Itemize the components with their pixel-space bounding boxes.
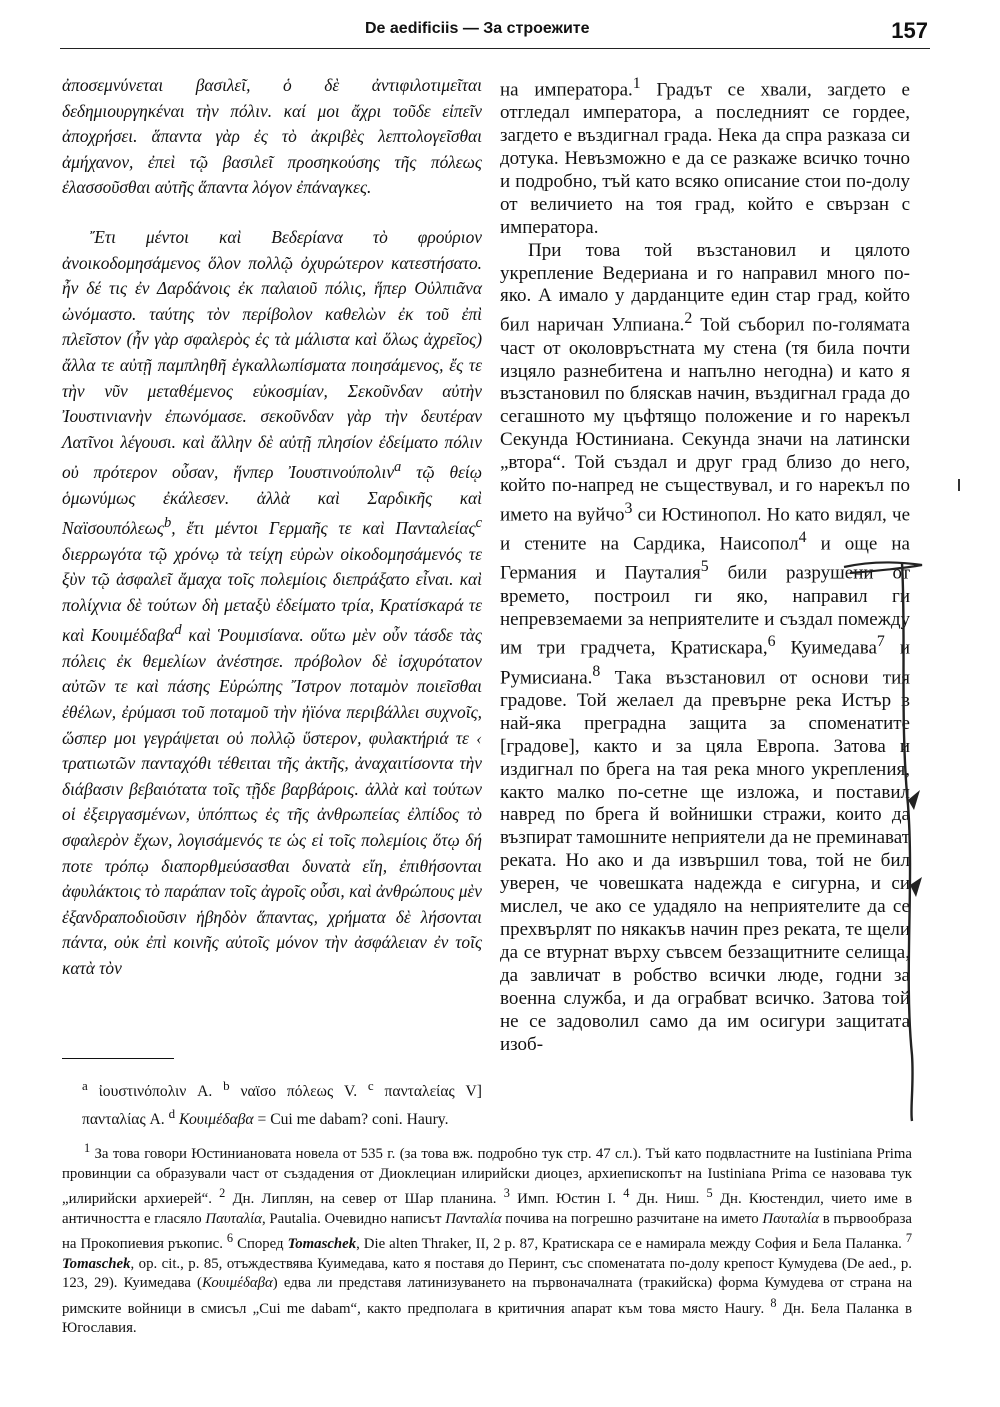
- running-title: De aedificiis — За строежите: [365, 20, 590, 37]
- greek-text-column: [62, 73, 482, 982]
- translation-paragraph-1: на императора.$^1$ Градът се хвали, загдето е отгледал императора, а последният се гордее, загдето е въздигнал града. Нека да спра разказа си дотука. Невъзможно е да се разкаже всичко точно и подробно, тъй като всяко описание стои по-долу от величието на тоя град, който е свързан с императора.: [500, 75, 910, 238]
- running-header: [60, 18, 930, 49]
- apparatus-text: $^a$ ἰουστινόπολιν A. $^b$ ναϊσο πόλεως V. $^c$ πανταλείας V] πανταλίας A. $^d$ Κουιμέδαβα = Cui me dabam? coni. Haury.: [82, 1078, 482, 1128]
- critical-apparatus: [82, 1075, 482, 1130]
- page-number: 157: [891, 18, 928, 43]
- margin-annotation-bracket: [840, 555, 950, 1125]
- margin-dot: [955, 478, 963, 492]
- footnotes: [62, 1139, 912, 1339]
- translation-paragraph-2: При това той възстановил и цялото укрепление Ведериана и го направил много по-яко. А имало у дарданците един стар град, който бил наричан Улпиана.$^2$ Той съборил по-голямата част от околовръстната му стена (тя била почти изцяло разнебитена и напълно негодна) и като я възстановил по бляскав начин, въздигнал града до сегашното му цъфтящо положение и го нарекъл Секунда Юстиниана. Секунда значи на латински „втора“. Той създал и друг град близо до него, който по-напред не съществувал, и го нарекъл по името на вуйчо$^3$ си Юстинопол. Но като видял, че и стените на Сардика, Наисопол$^4$ и още на Германия и Пауталия$^5$ били разрушени от времето, построил ги яко, направил ги непревземаеми за неприятелите и създал помежду им три градчета, Кратискара,$^6$ Куимедава$^7$ и Румисиана.$^8$ Така възстановил от основи тия градове. Той желаел да превърне река Истър в най-яка преградна защита за споменатите [градове], както и за цяла Европа. Затова и издигнал по брега на тая река много укрепления, както малко по-сетне ще изложа, и поставил навред по брега й войнишки стражи, които да възпират тамошните неприятели да не преминават реката. Но ако и да извършил това, той не бил уверен, че човешката надежда е сигурна, и си мислел, че ако се удадяло на неприятелите да се прехвърлят по някакъв начин през реката, те щели да се втурнат върху съвсем беззащитните селища, да завличат в робство всички люде, годни за военна служба, и да ограбват всичко. Затова той не се задоволил само да им осигури защитата изоб-: [500, 239, 911, 1055]
- greek-paragraph-1: ἀποσεμνύνεται βασιλεῖ, ὁ δὲ ἀντιφιλοτιμεῖται δεδημιουργηκέναι τὴν πόλιν. καί μοι ἄχρι τοῦδε εἰπεῖν ἀποχρήσει. ἅπαντα γὰρ ἐς τὸ ἀκριβὲς λεπτολογεῖσθαι ἀμήχανον, ἐπεὶ τῷ βασιλεῖ προσηκούσης τῆς πόλεως ἐλασσοῦσθαι αὐτῆς ἅπαντα λόγον ἐπάναγκες.: [62, 75, 482, 198]
- greek-paragraph-2: Ἔτι μέντοι καὶ Βεδερίανα τὸ φρούριον ἀνοικοδομησάμενος ὅλον πολλῷ ὀχυρώτερον κατεστήσατο. ἦν δέ τις ἐν Δαρδάνοις ἐκ παλαιοῦ πόλις, ἥπερ Οὐλπιᾶνα ὠνόμαστο. ταύτης τὸν περίβολον καθελὼν ἐκ τοῦ ἐπὶ πλεῖστον (ἦν γὰρ σφαλερὸς ἐς τὰ μάλιστα καὶ ὅλως ἀχρεῖος) ἄλλα τε αὐτῇ παμπληθῆ ἐγκαλλωπίσματα ποιησάμενος, ἔς τε τὴν νῦν μεταθέμενος εὐκοσμίαν, Σεκοῦνδαν αὐτὴν Ἰουστινιανὴν ἐπωνόμασε. σεκοῦνδαν γὰρ τὴν δευτέραν Λατῖνοι λέγουσι. καὶ ἄλλην δὲ αὐτῇ πλησίον ἐδείματο πόλιν οὐ πρότερον οὖσαν, ἥνπερ Ἰουστινούπολιν$^a$ τῷ θείῳ ὁμωνύμως ἐκάλεσεν. ἀλλὰ καὶ Σαρδικῆς καὶ Ναϊσουπόλεως$^b$, ἔτι μέντοι Γερμαῆς τε καὶ Πανταλείας$^c$ διερρωγότα τῷ χρόνῳ τὰ τείχη εὐρὼν οἰκοδομησάμενός τε ξὺν τῷ ἀσφαλεῖ ἄμαχα τοῖς πολεμίοις διεπράξατο εἶναι. καὶ πολίχνια δὲ τούτων δὴ μεταξὺ ἐδείματο τρία, Κρατίσκαρά τε καὶ Κουιμέδαβα$^d$ καὶ Ῥουμισίανα. οὕτω μὲν οὖν τάσδε τὰς πόλεις ἐκ θεμελίων ἀνέστησε. πρόβολον δὲ ἰσχυρότατον αὐτῶν τε καὶ πάσης Εὐρώπης Ἴστρον ποταμὸν ποιεῖσθαι ἐθέλων, ἐρύμασι τοῦ ποταμοῦ τὴν ἠϊόνα περιβάλλει συχνοῖς, ὥσπερ μοι γεγράψεται οὐ πολλῷ ὕστερον, φυλακτήριά τε ‹ τρατιωτῶν πανταχόθι τέθειται τῆς ἀκτῆς, ἀναχαιτίσοντα τὴν διάβασιν βεβαιότατα τοῖς τῇδε βαρβάροις. ἀλλὰ καὶ τούτων οἱ ἐξειργασμένων, ὑπόπτως ἐς τῆς ἀνθρωπείας ἐλπίδος τὸ σφαλερὸν ἔχων, λογισάμενός τε ὡς εἰ τοῖς πολεμίοις ὅτῳ δή ποτε τρόπῳ διαπορθμεύσασθαι δυνατὰ εἴη, ἐπιθήσονται ἀφυλάκτοις τὸ παράπαν τοῖς ἀγροῖς οὖσι, καὶ ἀνθρώπους μὲν ἐξανδραποδιοῦσιν ἡβηδὸν ἅπαντας, χρήματα δὲ λήσονται πάντα, οὐκ ἐπὶ κοινῆς αὐτοῖς μόνον τὴν ἀσφάλειαν ἐν τοῖς κατὰ τὸν: [62, 226, 482, 978]
- footnote-text: $^1$ За това говори Юстиниановата новела от 535 г. (за това вж. подробно тук стр. 47 сл.). Тъй като подвластните на Iustiniana Prima провинции са образували част от създадения от Диоклециан илирийски диоцез, архиепископът на Iustiniana Prima се назовава тук „илирийски архиерей“. $^2$ Дн. Липлян, на север от Шар планина. $^3$ Имп. Юстин I. $^4$ Дн. Ниш. $^5$ Дн. Кюстендил, чието име в античността е гласяло Παυταλία, Pautalia. Очевидно написът Πανταλία почива на погрешно разчитане на името Παυταλία в първообраза на Прокопиевия ръкопис. $^6$ Според Tomaschek, Die alten Thraker, II, 2 p. 87, Кратискара се е намирала между София и Бела Паланка. $^7$ Tomaschek, op. cit., p. 85, отъждествява Куимедава, като я поставя до Перинт, със споменатата по-долу крепост Кумудева (De aed., p. 123, 29). Куимедава (Κουιμέδαβα) едва ли представя латинизуването на първоначалната (тракийска) форма Кумудева от страна на римските войници в смисъл „Cui me dabam“, както предполага в критичния апарат към това място Haury. $^8$ Дн. Бела Паланка в Югославия.: [62, 1141, 913, 1337]
- apparatus-divider: [62, 1058, 174, 1059]
